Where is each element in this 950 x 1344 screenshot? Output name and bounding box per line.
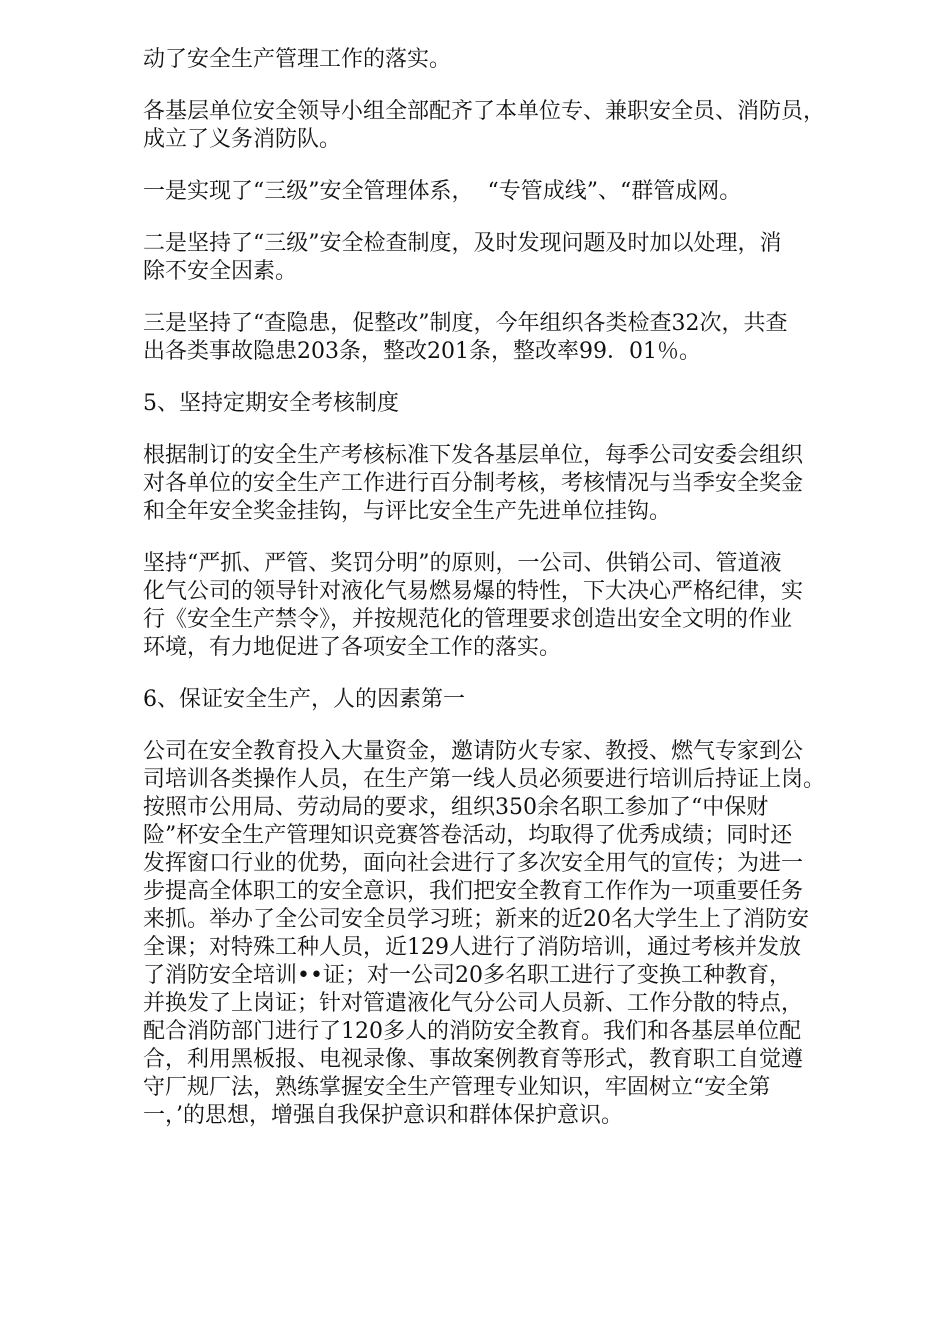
text-line: 了消防安全培训••证；对一公司20多名职工进行了变换工种教育， [143, 963, 791, 988]
text-line: 司培训各类操作人员，在生产第一线人员必须要进行培训后持证上岗。 [143, 767, 826, 792]
text-line: 对各单位的安全生产工作进行百分制考核，考核情况与当季安全奖金 [143, 471, 804, 496]
text-line: 化气公司的领导针对液化气易燃易爆的特性，下大决心严格纪律，实 [143, 579, 804, 604]
paragraph-4 [143, 230, 883, 286]
text-line: 二是坚持了“三级”安全检查制度，及时发现问题及时加以处理，消 [143, 231, 782, 256]
text-line: 成立了义务消防队。 [143, 127, 342, 152]
text-line: 来抓。举办了全公司安全员学习班；新来的近20名大学生上了消防安 [143, 907, 809, 932]
text-line: 发挥窗口行业的优势，面向社会进行了多次安全用气的宣传；为进一 [143, 851, 804, 876]
paragraph-10 [143, 738, 883, 1130]
text-line: 合，利用黑板报、电视录像、事故案例教育等形式，教育职工自觉遵 [143, 1047, 804, 1072]
text-line: 各基层单位安全领导小组全部配齐了本单位专、兼职安全员、消防员， [143, 99, 826, 124]
text-line: 和全年安全奖金挂钩，与评比安全生产先进单位挂钩。 [143, 499, 672, 524]
text-line: 根据制订的安全生产考核标准下发各基层单位，每季公司安委会组织 [143, 443, 804, 468]
section-heading-5 [143, 390, 883, 418]
text-line: 一是实现了“三级”安全管理体系， “专管成线”、“群管成网。 [143, 179, 742, 204]
text-line: 全课；对特殊工种人员，近129人进行了消防培训，通过考核并发放 [143, 935, 801, 960]
paragraph-7 [143, 442, 883, 526]
text-line: 并换发了上岗证；针对管遣液化气分公司人员新、工作分散的特点， [143, 991, 804, 1016]
text-line: 一，’的思想，增强自我保护意识和群体保护意识。 [143, 1103, 623, 1128]
text-line: 行《安全生产禁令》，并按规范化的管理要求创造出安全文明的作业 [143, 607, 793, 632]
text-line: 配合消防部门进行了120多人的消防安全教育。我们和各基层单位配 [143, 1019, 801, 1044]
heading-line: 5、坚持定期安全考核制度 [143, 391, 399, 416]
text-line: 出各类事故隐患203条，整改201条，整改率99．01％。 [143, 339, 701, 364]
heading-line: 6、保证安全生产，人的因素第一 [143, 687, 465, 712]
document-body [143, 46, 883, 1154]
section-heading-6 [143, 686, 883, 714]
text-line: 按照市公用局、劳动局的要求，组织350余名职工参加了“中保财 [143, 795, 769, 820]
text-line: 坚持“严抓、严管、奖罚分明”的原则，一公司、供销公司、管道液 [143, 551, 782, 576]
paragraph-3 [143, 178, 883, 206]
text-line: 环境，有力地促进了各项安全工作的落实。 [143, 635, 562, 660]
text-line: 三是坚持了“查隐患，促整改”制度，今年组织各类检查32次，共查 [143, 311, 788, 336]
paragraph-1 [143, 46, 883, 74]
text-line: 守厂规厂法，熟练掌握安全生产管理专业知识，牢固树立“安全第 [143, 1075, 771, 1100]
text-line: 除不安全因素。 [143, 259, 298, 284]
text-line: 险”杯安全生产管理知识竞赛答卷活动，均取得了优秀成绩；同时还 [143, 823, 793, 848]
text-line: 动了安全生产管理工作的落实。 [143, 47, 452, 72]
paragraph-5 [143, 310, 883, 366]
paragraph-8 [143, 550, 883, 662]
text-line: 步提高全体职工的安全意识，我们把安全教育工作作为一项重要任务 [143, 879, 804, 904]
paragraph-2 [143, 98, 883, 154]
text-line: 公司在安全教育投入大量资金，邀请防火专家、教授、燃气专家到公 [143, 739, 804, 764]
